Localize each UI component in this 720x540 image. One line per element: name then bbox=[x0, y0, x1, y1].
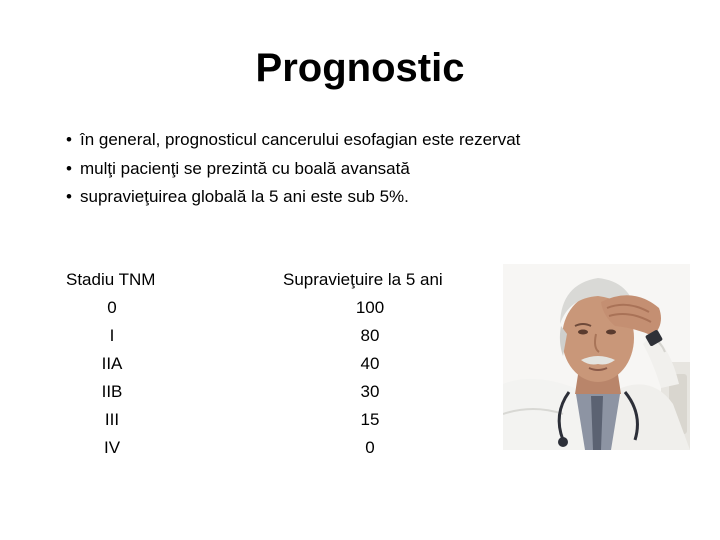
bullet-text: în general, prognosticul cancerului esofagian este rezervat bbox=[80, 130, 521, 149]
cell-stage: IIB bbox=[101, 382, 123, 401]
cell-stage: 0 bbox=[107, 298, 117, 317]
bullet-item bbox=[66, 155, 520, 184]
bullet-glyph: • bbox=[66, 158, 72, 178]
header-survival: Supravieţuire la 5 ani bbox=[283, 270, 443, 289]
cell-survival: 0 bbox=[365, 438, 375, 457]
cell-stage: IIA bbox=[101, 354, 123, 373]
header-stage: Stadiu TNM bbox=[66, 270, 156, 289]
cell-stage: I bbox=[109, 326, 115, 345]
cell-survival: 80 bbox=[360, 326, 380, 345]
bullet-item bbox=[66, 126, 520, 155]
cell-survival: 40 bbox=[360, 354, 380, 373]
bullet-glyph: • bbox=[66, 130, 72, 149]
bullet-text: supravieţuirea globală la 5 ani este sub 5%. bbox=[80, 187, 409, 206]
tired-doctor-photo bbox=[503, 264, 690, 450]
bullet-text: mulţi pacienţi se prezintă cu boală avansată bbox=[80, 158, 410, 178]
cell-survival: 100 bbox=[355, 298, 385, 317]
bullet-item bbox=[66, 183, 520, 212]
cell-stage: IV bbox=[103, 438, 121, 457]
cell-stage: III bbox=[104, 410, 120, 429]
cell-survival: 30 bbox=[360, 382, 380, 401]
bullet-list bbox=[66, 126, 520, 212]
cell-survival: 15 bbox=[360, 410, 380, 429]
slide-title: Prognostic bbox=[255, 46, 465, 90]
bullet-glyph: • bbox=[66, 187, 72, 206]
